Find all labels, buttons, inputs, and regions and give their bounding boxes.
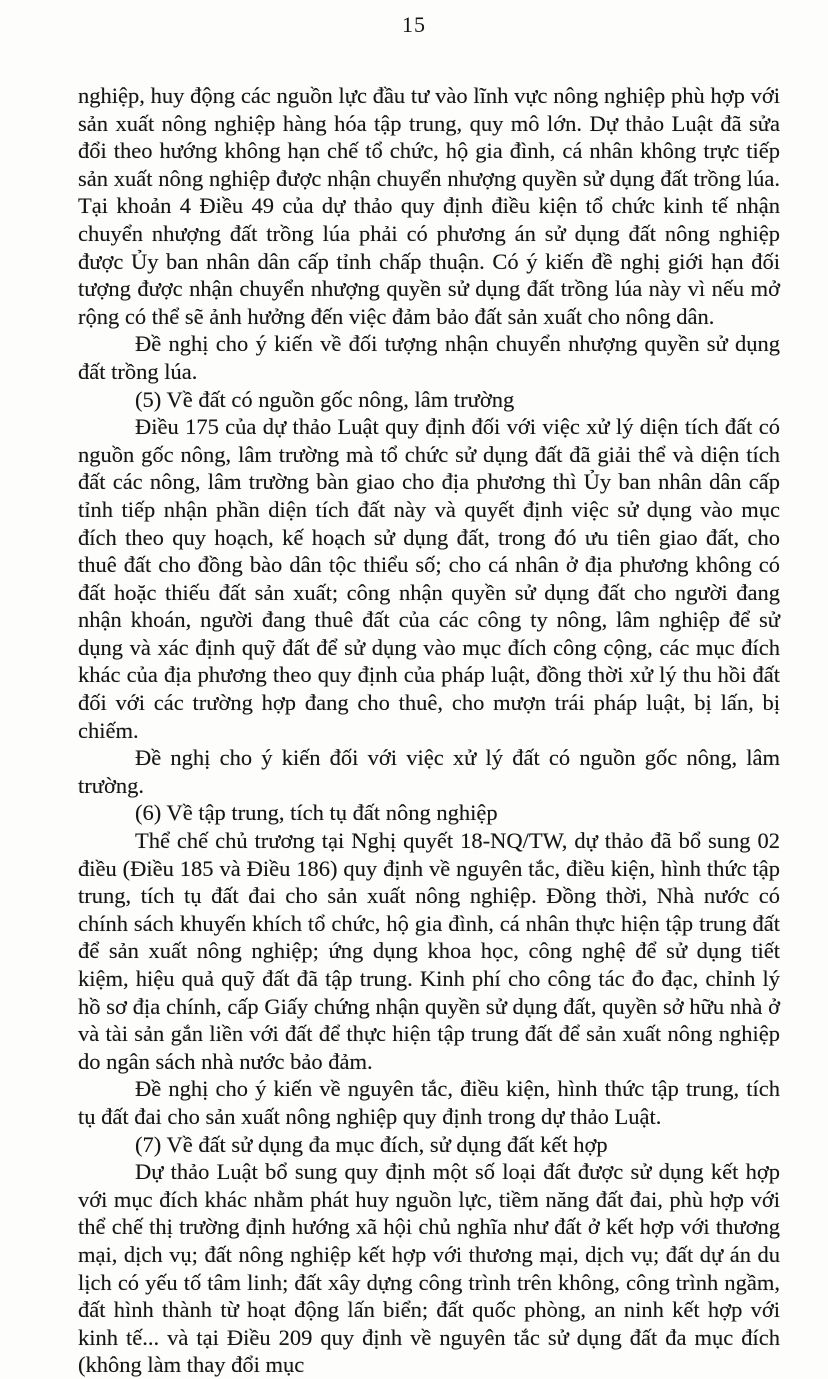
paragraph-request-opinion-transfer: Đề nghị cho ý kiến về đối tượng nhận chuyển nhượng quyền sử dụng đất trồng lúa. bbox=[78, 331, 780, 384]
page-number: 15 bbox=[402, 12, 426, 37]
section-heading-7: (7) Về đất sử dụng đa mục đích, sử dụng đất kết hợp bbox=[135, 1131, 608, 1157]
paragraph-continuation: nghiệp, huy động các nguồn lực đầu tư vào lĩnh vực nông nghiệp phù hợp với sản xuất nông nghiệp hàng hóa tập trung, quy mô lớn. Dự thảo Luật đã sửa đổi theo hướng không hạn chế tổ chức, hộ gia đình, cá nhân không trực tiếp sản xuất nông nghiệp được nhận chuyển nhượng quyền sử dụng đất trồng lúa. Tại khoản 4 Điều 49 của dự thảo quy định điều kiện tổ chức kinh tế nhận chuyển nhượng đất trồng lúa phải có phương án sử dụng đất nông nghiệp được Ủy ban nhân dân cấp tỉnh chấp thuận. Có ý kiến đề nghị giới hạn đối tượng được nhận chuyển nhượng quyền sử dụng đất trồng lúa này vì nếu mở rộng có thể sẽ ảnh hưởng đến việc đảm bảo đất sản xuất cho nông dân. bbox=[78, 83, 780, 329]
paragraph-request-opinion-concentration: Đề nghị cho ý kiến về nguyên tắc, điều kiện, hình thức tập trung, tích tụ đất đai cho sản xuất nông nghiệp quy định trong dự thảo Luật. bbox=[78, 1076, 780, 1129]
paragraph-multi-purpose-land: Dự thảo Luật bổ sung quy định một số loại đất được sử dụng kết hợp với mục đích khác nhằm phát huy nguồn lực, tiềm năng đất đai, phù hợp với thể chế thị trường định hướng xã hội chủ nghĩa như đất ở kết hợp với thương mại, dịch vụ; đất nông nghiệp kết hợp với thương mại, dịch vụ; đất dự án du lịch có yếu tố tâm linh; đất xây dựng công trình trên không, công trình ngầm, đất hình thành từ hoạt động lấn biển; đất quốc phòng, an ninh kết hợp với kinh tế... và tại Điều 209 quy định về nguyên tắc sử dụng đất đa mục đích (không làm thay đổi mục bbox=[78, 1159, 780, 1378]
section-heading-6: (6) Về tập trung, tích tụ đất nông nghiệp bbox=[135, 800, 498, 826]
paragraph-article-175: Điều 175 của dự thảo Luật quy định đối với việc xử lý diện tích đất có nguồn gốc nông, lâm trường mà tổ chức sử dụng đất đã giải thể và diện tích đất các nông, lâm trường bàn giao cho địa phương thì Ủy ban nhân dân cấp tỉnh tiếp nhận phần diện tích đất này và quyết định việc sử dụng vào mục đích theo quy hoạch, kế hoạch sử dụng đất, trong đó ưu tiên giao đất, cho thuê đất cho đồng bào dân tộc thiểu số; cho cá nhân ở địa phương không có đất hoặc thiếu đất sản xuất; công nhận quyền sử dụng đất cho người đang nhận khoán, người đang thuê đất của các công ty nông, lâm nghiệp để sử dụng và xác định quỹ đất để sử dụng vào mục đích công cộng, các mục đích khác của địa phương theo quy định của pháp luật, đồng thời xử lý thu hồi đất đối với các trường hợp đang cho thuê, cho mượn trái pháp luật, bị lấn, bị chiếm. bbox=[78, 414, 780, 743]
paragraph-resolution-18: Thể chế chủ trương tại Nghị quyết 18-NQ/TW, dự thảo đã bổ sung 02 điều (Điều 185 và Điều 186) quy định về nguyên tắc, điều kiện, hình thức tập trung, tích tụ đất đai cho sản xuất nông nghiệp. Đồng thời, Nhà nước có chính sách khuyến khích tổ chức, hộ gia đình, cá nhân thực hiện tập trung đất để sản xuất nông nghiệp; ứng dụng khoa học, công nghệ để sử dụng tiết kiệm, hiệu quả quỹ đất đã tập trung. Kinh phí cho công tác đo đạc, chỉnh lý hồ sơ địa chính, cấp Giấy chứng nhận quyền sử dụng đất, quyền sở hữu nhà ở và tài sản gắn liền với đất để thực hiện tập trung đất để sản xuất nông nghiệp do ngân sách nhà nước bảo đảm. bbox=[78, 828, 780, 1074]
document-content bbox=[0, 82, 828, 1379]
paragraph-request-opinion-farm-land: Đề nghị cho ý kiến đối với việc xử lý đất có nguồn gốc nông, lâm trường. bbox=[78, 745, 780, 798]
section-heading-5: (5) Về đất có nguồn gốc nông, lâm trường bbox=[135, 386, 515, 412]
